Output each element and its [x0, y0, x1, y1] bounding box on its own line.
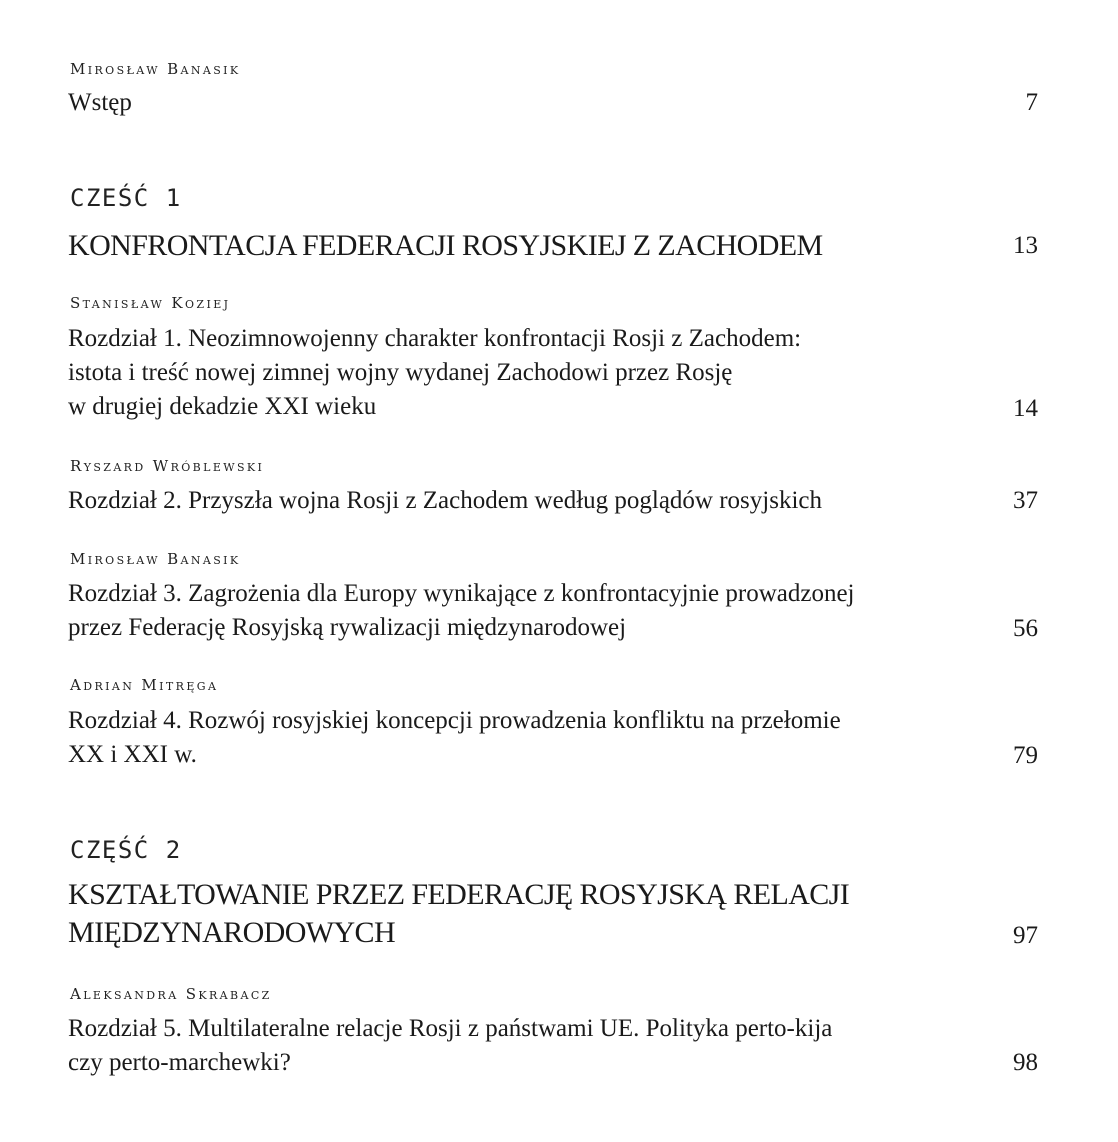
part2-title-line1: KSZTAŁTOWANIE PRZEZ FEDERACJĘ ROSYJSKĄ RELACJI — [68, 878, 850, 911]
chapter3-title-line1: Rozdział 3. Zagrożenia dla Europy wynikające z konfrontacyjnie prowadzonej — [68, 580, 855, 607]
chapter1-title-line3: w drugiej dekadzie XXI wieku — [68, 393, 377, 420]
chapter3-title-line2: przez Federację Rosyjską rywalizacji międzynarodowej — [68, 614, 627, 641]
part2-title — [68, 876, 849, 952]
chapter4-title-line2: XX i XXI w. — [68, 741, 197, 768]
intro-author: Mirosław Banasik — [70, 60, 241, 78]
chapter3-author: Mirosław Banasik — [70, 550, 241, 568]
chapter5-title — [68, 1012, 832, 1080]
chapter1-author: Stanisław Koziej — [70, 294, 231, 312]
chapter4-page: 79 — [1013, 742, 1038, 769]
part1-label: CZEŚĆ 1 — [70, 184, 182, 212]
intro-page: 7 — [1025, 89, 1038, 116]
part1-page: 13 — [1013, 232, 1038, 259]
intro-title: Wstęp — [68, 89, 132, 116]
chapter2-title — [68, 484, 822, 518]
chapter1-title — [68, 322, 801, 424]
chapter2-page: 37 — [1013, 487, 1038, 514]
chapter1-title-line1: Rozdział 1. Neozimnowojenny charakter konfrontacji Rosji z Zachodem: — [68, 325, 802, 352]
chapter5-page: 98 — [1013, 1049, 1038, 1076]
chapter4-title-line1: Rozdział 4. Rozwój rosyjskiej koncepcji prowadzenia konfliktu na przełomie — [68, 707, 841, 734]
chapter4-author: Adrian Mitręga — [70, 676, 219, 694]
part2-page: 97 — [1013, 922, 1038, 949]
chapter1-page: 14 — [1013, 395, 1038, 422]
chapter2-author: Ryszard Wróblewski — [70, 457, 265, 475]
chapter2-title-line1: Rozdział 2. Przyszła wojna Rosji z Zachodem według poglądów rosyjskich — [68, 487, 823, 514]
part2-label: CZĘŚĆ 2 — [70, 836, 182, 864]
chapter1-title-line2: istota i treść nowej zimnej wojny wydanej Zachodowi przez Rosję — [68, 359, 733, 386]
chapter3-title — [68, 577, 855, 645]
part1-title: KONFRONTACJA FEDERACJI ROSYJSKIEJ Z ZACHODEM — [68, 229, 823, 262]
chapter4-title — [68, 704, 841, 772]
chapter5-author: Aleksandra Skrabacz — [70, 985, 272, 1003]
chapter5-title-line2: czy perto-marchewki? — [68, 1049, 291, 1076]
chapter3-page: 56 — [1013, 615, 1038, 642]
chapter5-title-line1: Rozdział 5. Multilateralne relacje Rosji z państwami UE. Polityka perto-kija — [68, 1015, 833, 1042]
part2-title-line2: MIĘDZYNARODOWYCH — [68, 916, 396, 949]
